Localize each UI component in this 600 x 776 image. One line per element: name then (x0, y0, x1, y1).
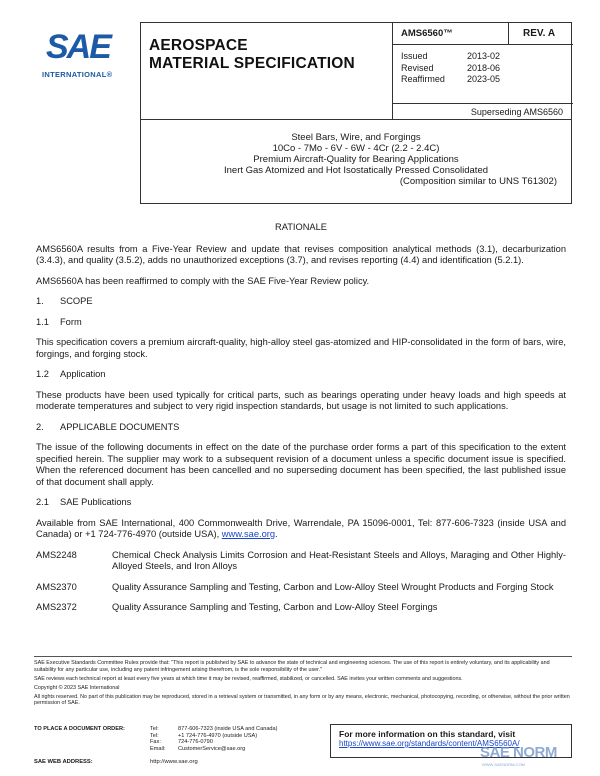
section-title: Form (60, 316, 82, 327)
section-heading-sae-publications (36, 497, 566, 509)
section-number: 1.1 (36, 316, 49, 327)
doc-number: AMS6560™ (393, 23, 509, 45)
sae-publications-end: . (275, 529, 278, 539)
title-box (140, 22, 392, 120)
subtitle-line-2: 10Co - 7Mo - 6V - 6W - 4Cr (2.2 - 2.4C) (272, 143, 440, 154)
title-line-1: AEROSPACE (149, 37, 248, 54)
section-number: 1.2 (36, 369, 49, 379)
section-title: SAE Publications (60, 497, 132, 507)
date-label: Revised (401, 62, 434, 73)
sae-logo-mark: SAE (46, 28, 110, 66)
section-title: Application (60, 369, 106, 379)
date-label: Reaffirmed (401, 74, 445, 84)
contact-key: Tel: (150, 732, 159, 739)
date-label: Issued (401, 51, 428, 61)
sae-logo-subtitle: INTERNATIONAL® (42, 70, 113, 79)
contact-value: 724-776-0790 (178, 739, 213, 746)
reference-row (36, 550, 566, 573)
section-heading-scope (36, 296, 566, 308)
section-number: 2.1 (36, 497, 49, 507)
doc-info-box (392, 22, 572, 120)
footer-rights-text: All rights reserved. No part of this publication may be reproduced, stored in a retrieval system or transmitted, in any form or by any means, electronic, mechanical, photocopying, recording, or otherwise, without the prior written permission of SAE. (34, 693, 570, 707)
superseding-note: Superseding AMS6560 (393, 103, 573, 121)
sae-publications-text: Available from SAE International, 400 Commonwealth Drive, Warrendale, PA 15096-0001, Tel: 877-606-7323 (inside USA and Canada) or +1 724-776-4970 (outside USA), (36, 517, 566, 539)
contact-value: +1 724-776-4970 (outside USA) (178, 732, 258, 739)
date-row-issued (401, 51, 551, 63)
section-number: 1. (36, 296, 44, 306)
date-row-revised (401, 63, 551, 75)
section-heading-applicable-documents (36, 422, 566, 434)
contact-row (34, 726, 334, 733)
subtitle-line-4: Inert Gas Atomized and Hot Isostatically Pressed Consolidated (223, 165, 489, 176)
form-paragraph: This specification covers a premium aircraft-quality, high-alloy steel gas-atomized and HIP-consolidated in the form of bars, wire, forgings, and forging stock. (36, 337, 566, 359)
document-body (36, 222, 566, 623)
sae-website-link[interactable]: www.sae.org (221, 529, 276, 539)
reference-code: AMS2372 (36, 602, 77, 612)
section-title: APPLICABLE DOCUMENTS (60, 421, 180, 432)
legal-footer (34, 656, 572, 710)
contact-value[interactable]: CustomerService@sae.org (178, 745, 246, 752)
watermark-logo: SAE NORM (480, 744, 557, 761)
subtitle-line-1: Steel Bars, Wire, and Forgings (291, 132, 421, 143)
reference-description: Quality Assurance Sampling and Testing, Carbon and Low-Alloy Steel Wrought Products and Forging Stock (112, 581, 554, 592)
date-row-reaffirmed (401, 74, 551, 86)
sae-publications-paragraph (36, 518, 566, 541)
rationale-paragraph-1: AMS6560A results from a Five-Year Review and update that revises composition analytical methods (3.1), decarburization (3.4.3), and quality (3.5.2), adds no unauthorized exceptions (3.7), and revises reporting (4.4) and identification (5.2.1). (36, 243, 566, 265)
contact-key: Tel: (150, 726, 159, 732)
sae-logo (34, 28, 134, 98)
rationale-paragraph-2: AMS6560A has been reaffirmed to comply with the SAE Five-Year Review policy. (36, 275, 370, 286)
footer-review-text: SAE reviews each technical report at least every five years at which time it may be revised, reaffirmed, stabilized, or cancelled. SAE invites your written comments and suggestions. (34, 675, 463, 682)
more-info-title: For more information on this standard, visit (339, 729, 516, 739)
date-value: 2023-05 (467, 74, 501, 84)
reference-description: Quality Assurance Sampling and Testing, Carbon and Low-Alloy Steel Forgings (112, 602, 438, 612)
date-value: 2018-06 (467, 62, 501, 73)
contact-key: Email: (150, 745, 166, 752)
reference-row (36, 602, 566, 614)
web-address-label: SAE WEB ADDRESS: (34, 759, 93, 765)
application-paragraph: These products have been used typically for critical parts, such as bearings operating under heavy loads and high speeds at moderate temperatures and subject to very rigid inspection standards, but usage is not limited to such applications. (36, 389, 566, 411)
contact-value: 877-606-7323 (inside USA and Canada) (178, 726, 278, 732)
footer-rules-text: SAE Executive Standards Committee Rules provide that: "This report is published by SAE to advance the state of technical and engineering sciences. The use of this report is entirely voluntary, and its applicability and suitability for any particular use, including any patent infringement arising therefrom, is the sole responsibility of the user." (34, 660, 550, 673)
applicable-documents-paragraph: The issue of the following documents in effect on the date of the purchase order forms a part of this specification to the extent specified herein. The supplier may work to a subsequent revision of a document unless a specific document issue is specified. When the referenced document has been cancelled and no superseding document has been specified, the last published issue of that document shall apply. (36, 442, 566, 487)
watermark-subtitle: WWW.SAENORM.COM (482, 762, 525, 767)
section-title: SCOPE (60, 296, 93, 306)
revision: REV. A (509, 23, 573, 45)
date-list (401, 51, 551, 86)
web-address-link[interactable]: http://www.sae.org (150, 759, 198, 765)
contact-key: Fax: (150, 739, 161, 746)
contact-row (34, 739, 334, 746)
document-header (34, 22, 572, 120)
subtitle-line-3: Premium Aircraft-Quality for Bearing Applications (253, 154, 459, 165)
reference-row (36, 582, 566, 594)
reference-code: AMS2370 (36, 581, 77, 592)
reference-description: Chemical Check Analysis Limits Corrosion and Heat-Resistant Steels and Alloys, Maraging and Other Highly-Alloyed Steels, and Iron Alloys (112, 549, 566, 571)
order-contact-block (34, 726, 334, 752)
order-label: TO PLACE A DOCUMENT ORDER: (34, 726, 125, 732)
rationale-heading: RATIONALE (274, 222, 327, 232)
subtitle-box (140, 120, 572, 204)
reference-code: AMS2248 (36, 549, 77, 560)
date-value: 2013-02 (467, 51, 501, 61)
contact-row (34, 746, 334, 753)
footer-copyright: Copyright © 2023 SAE International (34, 684, 120, 691)
standard-url-link[interactable]: https://www.sae.org/standards/content/AMS6560A/ (339, 739, 520, 748)
title-line-2: MATERIAL SPECIFICATION (149, 55, 355, 72)
section-heading-application (36, 369, 566, 381)
contact-row (34, 733, 334, 740)
section-heading-form (36, 317, 566, 329)
subtitle-line-5: (Composition similar to UNS T61302) (399, 176, 557, 187)
section-number: 2. (36, 421, 44, 432)
